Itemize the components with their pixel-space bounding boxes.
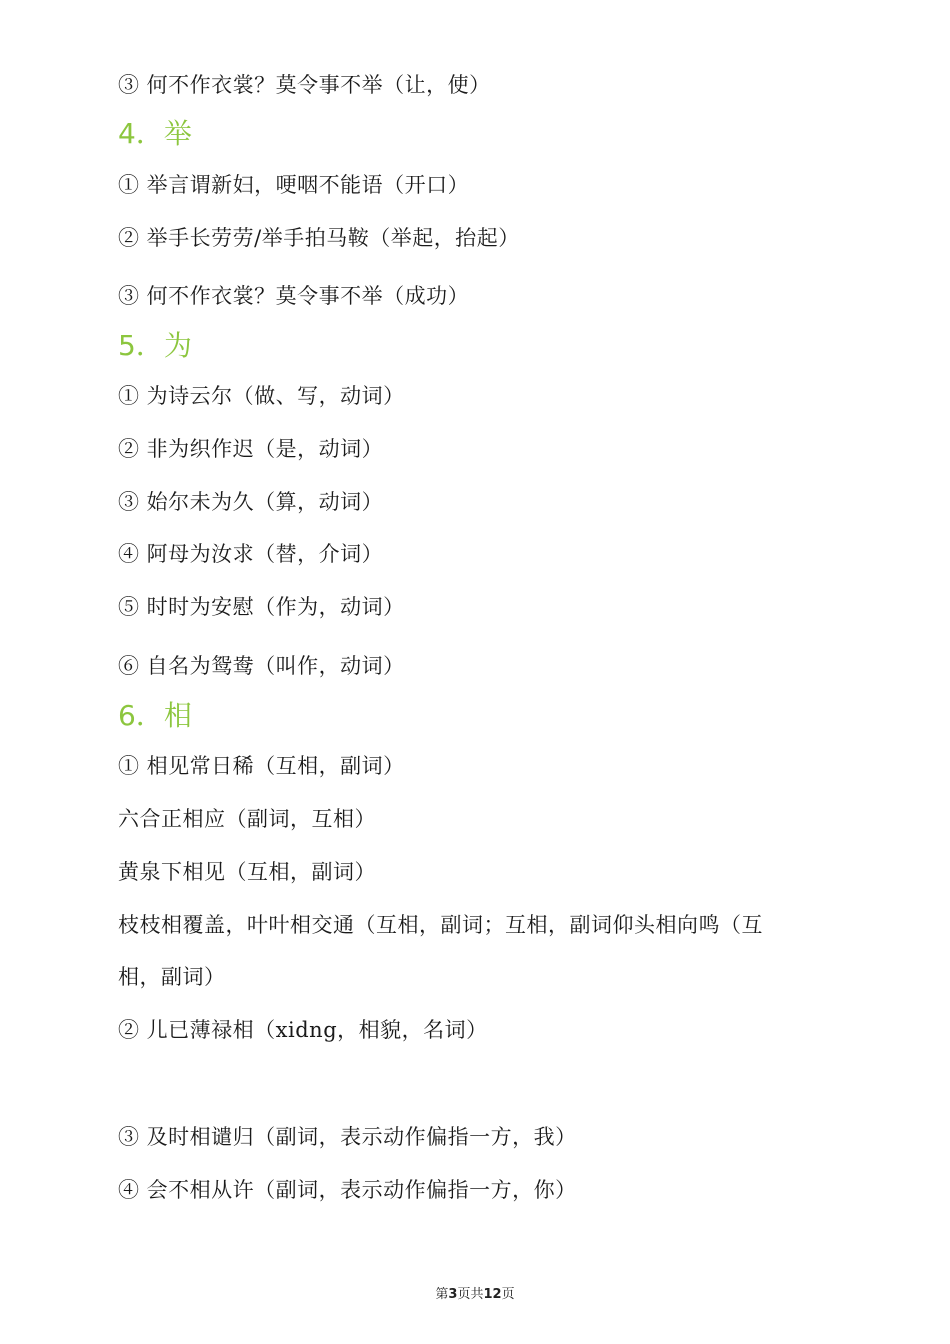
text-line: ④ 会不相从许（副词，表示动作偏指一方，你）: [118, 1178, 577, 1202]
text-line: ④ 阿母为汝求（替，介词）: [118, 542, 384, 566]
footer-page-number: 3: [448, 1287, 458, 1302]
footer-middle: 页共: [457, 1287, 484, 1302]
text-line: 相，副词）: [118, 965, 226, 989]
text-line: ⑤ 时时为安慰（作为，动词）: [118, 595, 405, 619]
text-line: ② 举手长劳劳/举手拍马鞍（举起，抬起）: [118, 226, 520, 250]
text-line: ① 举言谓新妇，哽咽不能语（开口）: [118, 173, 470, 197]
text-line: ⑥ 自名为鸳鸯（叫作，动词）: [118, 654, 405, 678]
text-line: 枝枝相覆盖，叶叶相交通（互相，副词；互相，副词仰头相向鸣（互: [118, 913, 763, 937]
section-heading-4: 4．举: [118, 117, 192, 150]
text-line: 黄泉下相见（互相，副词）: [118, 860, 376, 884]
text-line: ② 非为织作迟（是，动词）: [118, 437, 384, 461]
text-line: ③ 何不作衣裳？莫令事不举（让，使）: [118, 73, 491, 97]
text-line: ① 为诗云尔（做、写，动词）: [118, 384, 405, 408]
text-line: ③ 何不作衣裳？莫令事不举（成功）: [118, 284, 470, 308]
page-footer: [0, 1283, 950, 1302]
text-line: ② 儿已薄禄相（xidng，相貌，名词）: [118, 1018, 488, 1042]
footer-suffix: 页: [501, 1287, 515, 1302]
text-line: ① 相见常日稀（互相，副词）: [118, 754, 405, 778]
footer-page-total: 12: [483, 1287, 502, 1302]
text-line: ③ 及时相谴归（副词，表示动作偏指一方，我）: [118, 1125, 577, 1149]
section-heading-5: 5．为: [118, 329, 192, 362]
footer-prefix: 第: [435, 1287, 449, 1302]
text-line: 六合正相应（副词，互相）: [118, 807, 376, 831]
text-line: ③ 始尔未为久（算，动词）: [118, 490, 384, 514]
section-heading-6: 6．相: [118, 699, 192, 732]
